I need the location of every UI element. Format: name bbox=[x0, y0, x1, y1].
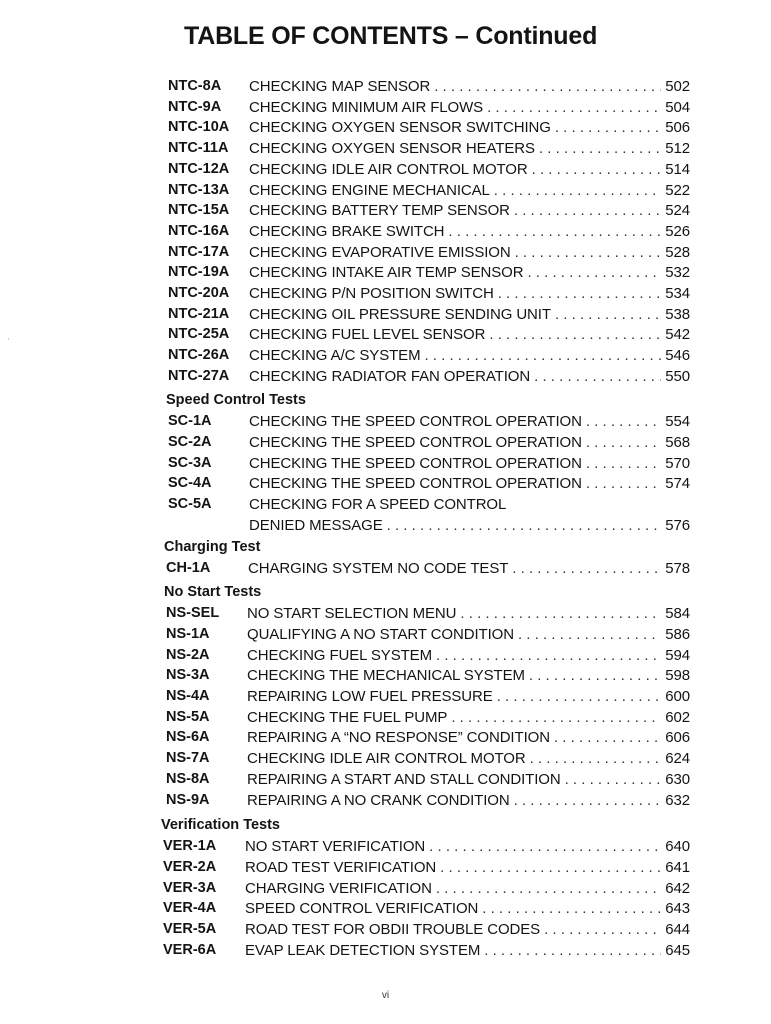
toc-entry[interactable] bbox=[163, 900, 690, 922]
toc-entry-page-number: 522 bbox=[665, 181, 690, 199]
toc-entry-leader-row bbox=[248, 560, 690, 577]
dot-leader bbox=[527, 264, 661, 281]
toc-entry-leader-row bbox=[247, 750, 690, 767]
toc-entry-page-number: 641 bbox=[665, 858, 690, 876]
dot-leader bbox=[532, 161, 662, 178]
toc-entry[interactable] bbox=[166, 647, 690, 669]
page-title: TABLE OF CONTENTS – Continued bbox=[184, 22, 598, 50]
toc-entry-leader-row bbox=[245, 880, 690, 897]
toc-entry[interactable] bbox=[163, 859, 690, 881]
toc-entry-title: NO START SELECTION MENU bbox=[247, 605, 457, 623]
toc-entry-title: CHECKING THE MECHANICAL SYSTEM bbox=[247, 667, 525, 685]
toc-entry[interactable] bbox=[166, 605, 690, 627]
dot-leader bbox=[530, 750, 662, 767]
toc-entry-page-number: 598 bbox=[665, 667, 690, 685]
toc-entry-page-number: 542 bbox=[665, 326, 690, 344]
toc-entry-title: CHECKING THE SPEED CONTROL OPERATION bbox=[249, 433, 582, 451]
toc-entry-leader-row bbox=[249, 517, 690, 534]
toc-entry-code: CH-1A bbox=[166, 560, 211, 577]
toc-entry[interactable] bbox=[168, 223, 690, 245]
dot-leader bbox=[424, 347, 661, 364]
toc-entry-leader-row bbox=[249, 413, 690, 430]
toc-entry[interactable] bbox=[166, 709, 690, 731]
toc-entry-code: VER-3A bbox=[163, 879, 217, 896]
toc-entry[interactable] bbox=[166, 771, 690, 793]
dot-leader bbox=[512, 560, 661, 577]
toc-entry-leader-row bbox=[249, 223, 690, 240]
toc-entry-leader-row bbox=[247, 688, 690, 705]
dot-leader bbox=[451, 709, 661, 726]
toc-entry-title: CHECKING A/C SYSTEM bbox=[249, 347, 421, 365]
toc-entry-title: REPAIRING A NO CRANK CONDITION bbox=[247, 791, 510, 809]
section-heading: Speed Control Tests bbox=[166, 392, 306, 408]
toc-entry-code: NS-9A bbox=[166, 791, 210, 808]
toc-entry[interactable] bbox=[168, 368, 690, 390]
toc-entry-code: NTC-26A bbox=[168, 347, 230, 364]
toc-entry-leader-row bbox=[249, 306, 690, 323]
toc-entry-leader-row bbox=[245, 921, 690, 938]
toc-entry-page-number: 594 bbox=[665, 646, 690, 664]
toc-entry-code: NS-6A bbox=[166, 729, 210, 746]
dot-leader bbox=[565, 771, 662, 788]
toc-entry-leader-row bbox=[249, 434, 690, 451]
toc-entry-page-number: 546 bbox=[665, 347, 690, 365]
toc-entry[interactable] bbox=[168, 496, 690, 534]
toc-entry-page-number: 506 bbox=[665, 119, 690, 137]
toc-entry-title: CHECKING OIL PRESSURE SENDING UNIT bbox=[249, 305, 551, 323]
toc-entry[interactable] bbox=[168, 244, 690, 266]
dot-leader bbox=[518, 626, 661, 643]
toc-entry[interactable] bbox=[168, 306, 690, 328]
toc-entry-leader-row bbox=[249, 264, 690, 281]
dot-leader bbox=[586, 434, 661, 451]
toc-entry-page-number: 568 bbox=[665, 433, 690, 451]
toc-entry-code: NTC-17A bbox=[168, 243, 230, 260]
toc-entry-title: CHECKING ENGINE MECHANICAL bbox=[249, 181, 490, 199]
toc-entry-code: NTC-12A bbox=[168, 160, 230, 177]
toc-entry-code: NS-1A bbox=[166, 625, 210, 642]
toc-entry-leader-row bbox=[249, 475, 690, 492]
toc-entry-leader-row bbox=[249, 99, 690, 116]
toc-entry-leader-row bbox=[247, 667, 690, 684]
toc-entry-title: CHECKING THE SPEED CONTROL OPERATION bbox=[249, 454, 582, 472]
toc-entry-code: NS-SEL bbox=[166, 605, 220, 622]
toc-entry-leader-row bbox=[249, 326, 690, 343]
toc-entry-leader-row bbox=[249, 202, 690, 219]
toc-entry-code: SC-1A bbox=[168, 413, 212, 430]
scan-edge-mark bbox=[8, 338, 9, 340]
toc-entry-leader-row bbox=[247, 771, 690, 788]
toc-entry-title: REPAIRING LOW FUEL PRESSURE bbox=[247, 688, 493, 705]
toc-entry-page-number: 554 bbox=[665, 413, 690, 431]
toc-entry-code: VER-2A bbox=[163, 858, 217, 875]
toc-entry-leader-row bbox=[247, 605, 690, 622]
dot-leader bbox=[436, 880, 661, 897]
toc-entry-title: CHECKING THE FUEL PUMP bbox=[247, 708, 448, 726]
dot-leader bbox=[514, 202, 661, 219]
toc-entry-code: VER-4A bbox=[163, 900, 217, 917]
toc-entry-page-number: 526 bbox=[665, 222, 690, 240]
toc-entry-code: NTC-27A bbox=[168, 367, 230, 384]
toc-entry[interactable] bbox=[166, 792, 690, 814]
toc-entry[interactable] bbox=[166, 560, 690, 582]
toc-entry[interactable] bbox=[168, 264, 690, 286]
toc-entry-leader-row bbox=[249, 244, 690, 261]
dot-leader bbox=[387, 517, 662, 534]
toc-entry-page-number: 574 bbox=[665, 475, 690, 493]
dot-leader bbox=[440, 859, 661, 876]
toc-entry-title: CHECKING MAP SENSOR bbox=[249, 78, 431, 95]
toc-entry-page-number: 578 bbox=[665, 560, 690, 578]
dot-leader bbox=[448, 223, 661, 240]
toc-entry-title: CHECKING INTAKE AIR TEMP SENSOR bbox=[249, 264, 524, 282]
toc-entry-code: NTC-13A bbox=[168, 181, 230, 198]
toc-entry[interactable] bbox=[168, 202, 690, 224]
toc-entry-title: CHECKING BRAKE SWITCH bbox=[249, 222, 445, 240]
toc-entry[interactable] bbox=[168, 140, 690, 162]
toc-entry-title: CHECKING EVAPORATIVE EMISSION bbox=[249, 243, 511, 261]
toc-entry-title: CHECKING IDLE AIR CONTROL MOTOR bbox=[247, 750, 526, 768]
toc-entry[interactable] bbox=[166, 667, 690, 689]
toc-entry-page-number: 642 bbox=[665, 879, 690, 897]
toc-entry[interactable] bbox=[163, 880, 690, 902]
toc-entry-page-number: 550 bbox=[665, 367, 690, 385]
dot-leader bbox=[554, 729, 661, 746]
toc-entry-leader-row bbox=[249, 455, 690, 472]
toc-entry-page-number: 602 bbox=[665, 708, 690, 726]
toc-entry[interactable] bbox=[166, 688, 690, 710]
toc-entry-page-number: 532 bbox=[665, 264, 690, 282]
toc-entry-title: EVAP LEAK DETECTION SYSTEM bbox=[245, 941, 481, 959]
toc-entry[interactable] bbox=[168, 413, 690, 435]
toc-entry-leader-row bbox=[249, 368, 690, 385]
toc-entry-leader-row bbox=[247, 729, 690, 746]
dot-leader bbox=[515, 244, 662, 261]
toc-entry-leader-row bbox=[245, 900, 690, 917]
toc-entry-code: NTC-10A bbox=[168, 119, 230, 136]
toc-entry-page-number: 514 bbox=[665, 160, 690, 178]
toc-entry-title: CHARGING VERIFICATION bbox=[245, 879, 432, 897]
toc-entry-page-number: 643 bbox=[665, 900, 690, 918]
dot-leader bbox=[586, 413, 661, 430]
toc-entry-title: ROAD TEST FOR OBDII TROUBLE CODES bbox=[245, 921, 541, 938]
toc-entry-title: CHECKING RADIATOR FAN OPERATION bbox=[249, 367, 531, 385]
dot-leader bbox=[436, 647, 661, 664]
toc-entry-code: NS-4A bbox=[166, 688, 210, 704]
toc-entry-code: NTC-16A bbox=[168, 222, 230, 239]
toc-entry-leader-row bbox=[245, 859, 690, 876]
toc-entry-page-number: 586 bbox=[665, 625, 690, 643]
dot-leader bbox=[555, 119, 661, 136]
toc-entry-code: NS-8A bbox=[166, 770, 210, 787]
toc-entry-leader-row bbox=[247, 647, 690, 664]
toc-entry[interactable] bbox=[168, 434, 690, 456]
page-number: vi bbox=[381, 990, 390, 1001]
toc-entry-code: SC-4A bbox=[168, 475, 212, 492]
toc-entry-page-number: 534 bbox=[665, 285, 690, 302]
toc-entry-leader-row bbox=[249, 347, 690, 364]
toc-entry-page-number: 524 bbox=[665, 202, 690, 220]
toc-entry-page-number: 538 bbox=[665, 305, 690, 323]
toc-entry-code: NTC-15A bbox=[168, 202, 230, 219]
toc-entry-title-line: CHECKING FOR A SPEED CONTROL bbox=[249, 496, 507, 513]
toc-entry[interactable] bbox=[163, 942, 690, 964]
toc-entry-page-number: 600 bbox=[665, 688, 690, 705]
toc-entry[interactable] bbox=[168, 326, 690, 348]
toc-entry-leader-row bbox=[249, 119, 690, 136]
toc-entry-code: NTC-19A bbox=[168, 264, 230, 281]
toc-entry-page-number: 504 bbox=[665, 98, 690, 116]
dot-leader bbox=[555, 306, 661, 323]
dot-leader bbox=[534, 368, 661, 385]
toc-entry-page-number: 624 bbox=[665, 750, 690, 768]
dot-leader bbox=[429, 838, 661, 855]
toc-entry-code: SC-5A bbox=[168, 496, 212, 512]
toc-entry-code: NS-5A bbox=[166, 708, 210, 725]
toc-entry-code: NS-2A bbox=[166, 646, 210, 663]
toc-entry-page-number: 528 bbox=[665, 243, 690, 261]
toc-entry-code: NTC-8A bbox=[168, 78, 222, 94]
toc-entry-title: ROAD TEST VERIFICATION bbox=[245, 858, 437, 876]
dot-leader bbox=[544, 921, 661, 938]
toc-entry-leader-row bbox=[247, 626, 690, 643]
dot-leader bbox=[484, 942, 661, 959]
toc-entry-page-number: 630 bbox=[665, 770, 690, 788]
toc-entry-page-number: 584 bbox=[665, 605, 690, 623]
toc-entry-title: CHECKING P/N POSITION SWITCH bbox=[249, 285, 494, 302]
toc-entry-page-number: 502 bbox=[665, 78, 690, 95]
toc-entry[interactable] bbox=[166, 729, 690, 751]
toc-entry-page-number: 512 bbox=[665, 140, 690, 158]
toc-entry-leader-row bbox=[245, 838, 690, 855]
toc-entry-title: CHECKING OXYGEN SENSOR SWITCHING bbox=[249, 119, 551, 137]
toc-entry[interactable] bbox=[168, 455, 690, 477]
dot-leader bbox=[539, 140, 661, 157]
dot-leader bbox=[586, 475, 661, 492]
toc-entry[interactable] bbox=[163, 838, 690, 860]
toc-entry-title: DENIED MESSAGE bbox=[249, 516, 383, 534]
toc-entry-title: CHECKING BATTERY TEMP SENSOR bbox=[249, 202, 510, 220]
toc-entry-title: CHECKING THE SPEED CONTROL OPERATION bbox=[249, 413, 582, 431]
dot-leader bbox=[460, 605, 661, 622]
dot-leader bbox=[497, 688, 662, 705]
toc-entry-page-number: 644 bbox=[665, 921, 690, 938]
toc-entry-title: REPAIRING A START AND STALL CONDITION bbox=[247, 770, 561, 788]
toc-entry-title: QUALIFYING A NO START CONDITION bbox=[247, 625, 514, 643]
toc-entry-leader-row bbox=[249, 140, 690, 157]
section-heading: No Start Tests bbox=[164, 584, 262, 600]
toc-entry-code: NTC-25A bbox=[168, 326, 230, 343]
toc-entry-title: CHECKING MINIMUM AIR FLOWS bbox=[249, 98, 484, 116]
toc-entry-title: CHARGING SYSTEM NO CODE TEST bbox=[248, 560, 509, 578]
toc-entry-page-number: 632 bbox=[665, 791, 690, 809]
toc-entry[interactable] bbox=[168, 347, 690, 369]
toc-entry-title: CHECKING IDLE AIR CONTROL MOTOR bbox=[249, 160, 528, 178]
toc-entry[interactable] bbox=[163, 921, 690, 943]
toc-entry-page-number: 645 bbox=[665, 941, 690, 959]
toc-entry[interactable] bbox=[168, 161, 690, 183]
toc-entry-leader-row bbox=[249, 161, 690, 178]
section-heading: Verification Tests bbox=[161, 817, 280, 833]
toc-entry-title: CHECKING THE SPEED CONTROL OPERATION bbox=[249, 475, 582, 493]
toc-entry[interactable] bbox=[168, 99, 690, 121]
dot-leader bbox=[514, 792, 662, 809]
toc-entry-code: SC-2A bbox=[168, 433, 212, 450]
toc-entry[interactable] bbox=[168, 285, 690, 307]
toc-entry-title: CHECKING OXYGEN SENSOR HEATERS bbox=[249, 140, 535, 158]
dot-leader bbox=[482, 900, 661, 917]
dot-leader bbox=[434, 78, 661, 95]
toc-entry-leader-row bbox=[249, 285, 690, 302]
toc-entry[interactable] bbox=[168, 182, 690, 204]
toc-entry-leader-row bbox=[247, 792, 690, 809]
toc-entry-code: NTC-11A bbox=[168, 140, 229, 157]
toc-entry[interactable] bbox=[166, 750, 690, 772]
toc-entry-code: NS-7A bbox=[166, 750, 210, 767]
toc-entry-title: REPAIRING A “NO RESPONSE” CONDITION bbox=[247, 729, 550, 747]
toc-entry[interactable] bbox=[168, 78, 690, 100]
toc-entry[interactable] bbox=[168, 475, 690, 497]
toc-entry[interactable] bbox=[168, 119, 690, 141]
toc-entry-leader-row bbox=[249, 78, 690, 95]
dot-leader bbox=[494, 182, 661, 199]
toc-entry[interactable] bbox=[166, 626, 690, 648]
dot-leader bbox=[586, 455, 661, 472]
toc-entry-title: CHECKING FUEL SYSTEM bbox=[247, 646, 432, 664]
toc-entry-page-number: 606 bbox=[665, 729, 690, 747]
toc-entry-title: SPEED CONTROL VERIFICATION bbox=[245, 900, 479, 918]
toc-entry-page-number: 640 bbox=[665, 838, 690, 856]
toc-entry-code: VER-1A bbox=[163, 838, 217, 855]
dot-leader bbox=[487, 99, 661, 116]
toc-entry-code: SC-3A bbox=[168, 454, 212, 471]
toc-entry-leader-row bbox=[247, 709, 690, 726]
dot-leader bbox=[498, 285, 662, 302]
toc-entry-code: NS-3A bbox=[166, 667, 210, 684]
toc-entry-leader-row bbox=[249, 182, 690, 199]
toc-entry-title: CHECKING FUEL LEVEL SENSOR bbox=[249, 326, 486, 344]
toc-entry-code: NTC-9A bbox=[168, 98, 222, 115]
toc-entry-code: VER-5A bbox=[163, 921, 217, 937]
toc-entry-page-number: 570 bbox=[665, 454, 690, 472]
section-heading: Charging Test bbox=[164, 539, 261, 555]
toc-entry-leader-row bbox=[245, 942, 690, 959]
toc-entry-code: NTC-20A bbox=[168, 285, 230, 301]
toc-entry-title: NO START VERIFICATION bbox=[245, 838, 426, 856]
dot-leader bbox=[529, 667, 661, 684]
toc-entry-page-number: 576 bbox=[665, 516, 690, 534]
toc-entry-code: NTC-21A bbox=[168, 305, 230, 322]
dot-leader bbox=[489, 326, 661, 343]
toc-entry-code: VER-6A bbox=[163, 941, 217, 958]
